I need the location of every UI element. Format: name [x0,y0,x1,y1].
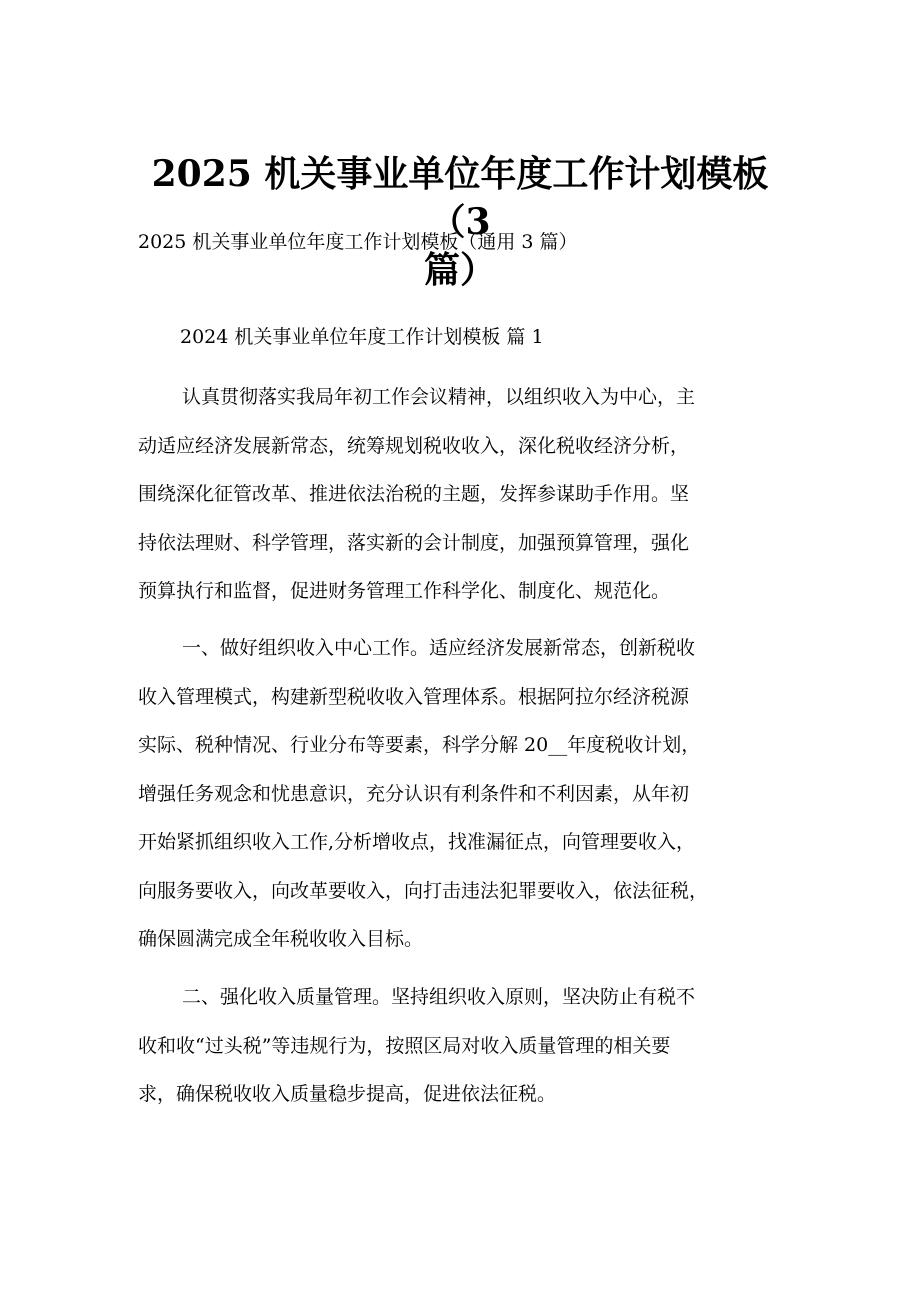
paragraph-line: 持依法理财、科学管理，落实新的会计制度，加强预算管理，强化 [138,531,690,554]
paragraph-line: 二、强化收入质量管理。坚持组织收入原则，坚决防止有税不 [182,986,696,1008]
paragraph-section-2 [138,973,798,1119]
paragraph-line: 围绕深化征管改革、推进依法治税的主题，发挥参谋助手作用。坚 [138,483,690,505]
paragraph-line: 确保圆满完成全年税收收入目标。 [138,928,424,950]
section-heading: 2024 机关事业单位年度工作计划模板 篇 1 [180,326,544,348]
document-title-line-2: 篇） [423,249,496,291]
paragraph-line: 向服务要收入，向改革要收入，向打击违法犯罪要收入，依法征税， [138,879,709,902]
document-title-line-1: 2025 机关事业单位年度工作计划模板（3 [151,153,769,243]
paragraph-line: 认真贯彻落实我局年初工作会议精神，以组织收入为中心，主 [182,386,696,408]
paragraph-line: 预算执行和监督，促进财务管理工作科学化、制度化、规范化。 [138,580,671,602]
paragraph-line: 开始紧抓组织收入工作,分析增收点，找准漏征点，向管理要收入， [138,831,696,853]
paragraph-line: 实际、税种情况、行业分布等要素，科学分解 20__年度税收计划， [138,734,701,756]
paragraph-line: 收和收“过头税”等违规行为，按照区局对收入质量管理的相关要 [138,1034,671,1057]
paragraph-line: 动适应经济发展新常态，统筹规划税收收入，深化税收经济分析， [138,434,690,457]
paragraph-line: 一、做好组织收入中心工作。适应经济发展新常态，创新税收 [182,637,696,659]
paragraph-line: 求，确保税收收入质量稳步提高，促进依法征税。 [138,1083,557,1105]
document-title [130,150,790,294]
paragraph-intro [138,373,798,616]
document-subtitle: 2025 机关事业单位年度工作计划模板（通用 3 篇） [138,231,578,253]
paragraph-line: 收入管理模式，构建新型税收收入管理体系。根据阿拉尔经济税源 [138,685,690,708]
paragraph-section-1 [138,624,798,964]
paragraph-line: 增强任务观念和忧患意识，充分认识有利条件和不利因素，从年初 [138,782,690,805]
